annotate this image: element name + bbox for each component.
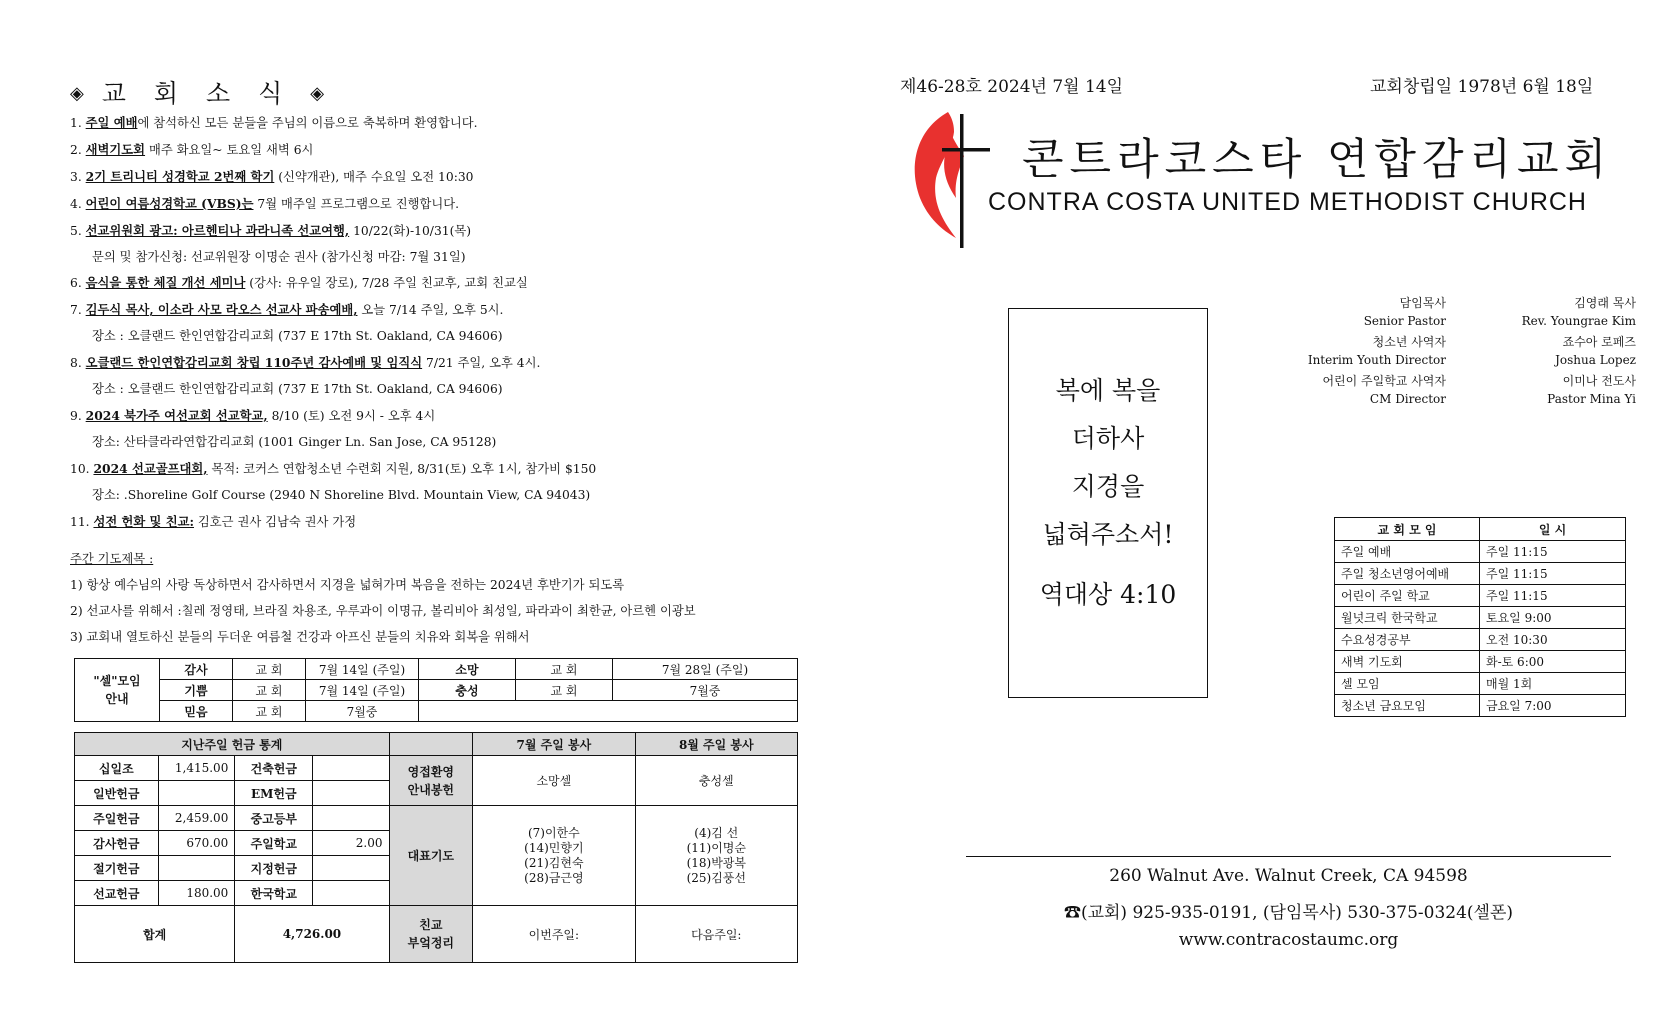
- schedule-time: 주일 11:15: [1480, 541, 1626, 563]
- total-label: 합계: [75, 906, 235, 963]
- cell-group-table: [74, 658, 798, 722]
- greet-aug: 충성셀: [635, 756, 797, 806]
- offering-label: 주일학교: [235, 831, 313, 856]
- schedule-event: 셀 모임: [1335, 673, 1480, 695]
- offering-value: 2,459.00: [158, 806, 235, 831]
- news-item-detail: 장소 : 오클랜드 한인연합감리교회 (737 E 17th St. Oakland, CA 94606): [92, 329, 503, 344]
- staff-role: CM Director: [1369, 392, 1446, 406]
- news-item-text: (신약개관), 매주 수요일 오전 10:30: [274, 169, 474, 184]
- offering-value: 1,415.00: [158, 756, 235, 781]
- news-item-number: 9.: [70, 408, 86, 423]
- staff-name: 김영래 목사: [1574, 296, 1636, 310]
- news-item-heading: 2024 선교골프대회,: [93, 460, 208, 476]
- cell-group-header: "셀"모임 안내: [75, 659, 160, 722]
- founded-date: 교회창립일 1978년 6월 18일: [1370, 77, 1594, 97]
- cell-date: 7월 28일 (주일): [613, 659, 798, 680]
- schedule-table: [1334, 517, 1626, 717]
- greet-july: 소망셀: [473, 756, 635, 806]
- offering-label: 건축헌금: [235, 756, 313, 781]
- fellowship-this-week: 이번주일:: [473, 906, 635, 963]
- offering-value: [313, 756, 389, 781]
- schedule-row: [1335, 695, 1626, 717]
- diamond-icon: ◈: [310, 83, 325, 104]
- fellowship-label: 친교 부엌정리: [389, 906, 473, 963]
- church-name-korean: 콘트라코스타 연합감리교회: [1022, 135, 1613, 185]
- news-item-heading: 성전 헌화 및 친교:: [93, 513, 195, 529]
- news-item: [70, 270, 800, 297]
- news-item-heading: 2기 트리니티 성경학교 2번째 학기: [85, 168, 275, 184]
- cell-place: 교 회: [233, 680, 306, 701]
- staff-role: 담임목사: [1399, 296, 1446, 310]
- cell-place: 교 회: [233, 701, 306, 722]
- schedule-event: 주일 예배: [1335, 541, 1480, 563]
- schedule-head-event: 교 회 모 임: [1335, 518, 1480, 541]
- cell-place: 교 회: [516, 659, 613, 680]
- offering-table: [74, 732, 798, 963]
- cell-name: 소망: [419, 659, 516, 680]
- news-item: [70, 164, 800, 191]
- schedule-row: [1335, 563, 1626, 585]
- news-item-number: 5.: [70, 223, 86, 238]
- offering-value: [313, 781, 389, 806]
- fellowship-next-week: 다음주일:: [635, 906, 797, 963]
- offering-value: [313, 806, 389, 831]
- offering-value: [313, 856, 389, 881]
- news-item-heading: 주일 예배: [85, 115, 138, 130]
- schedule-event: 월넛크릭 한국학교: [1335, 607, 1480, 629]
- schedule-event: 새벽 기도회: [1335, 651, 1480, 673]
- offering-label: 중고등부: [235, 806, 313, 831]
- offering-label: 감사헌금: [75, 831, 159, 856]
- news-item: [70, 110, 800, 137]
- schedule-event: 주일 청소년영어예배: [1335, 563, 1480, 585]
- news-item-text: 에 참석하신 모든 분들을 주님의 이름으로 축복하며 환영합니다.: [137, 116, 478, 130]
- staff-name: Pastor Mina Yi: [1547, 392, 1636, 406]
- news-list: [70, 110, 800, 536]
- news-title-text: 교 회 소 식: [101, 79, 293, 108]
- news-item-text: 목적: 코커스 연합청소년 수련회 지원, 8/31(토) 오후 1시, 참가비 $150: [207, 461, 597, 476]
- staff-name: Joshua Lopez: [1555, 353, 1636, 367]
- offering-value: 180.00: [158, 881, 235, 906]
- website-link[interactable]: www.contracostaumc.org: [1178, 930, 1399, 950]
- news-item: [70, 456, 800, 483]
- staff-name: 이미나 전도사: [1562, 374, 1636, 388]
- prayer-leader-label: 대표기도: [389, 806, 473, 906]
- news-item-heading: 김두식 목사, 이소라 사모 라오스 선교사 파송예배,: [85, 302, 358, 318]
- cell-name: 감사: [160, 659, 233, 680]
- schedule-row: [1335, 673, 1626, 695]
- news-item-number: 4.: [70, 196, 86, 211]
- schedule-row: [1335, 607, 1626, 629]
- staff-role: 어린이 주일학교 사역자: [1322, 374, 1446, 388]
- staff-name: Rev. Youngrae Kim: [1521, 314, 1636, 328]
- schedule-row: [1335, 629, 1626, 651]
- cross-flame-logo: [906, 106, 994, 248]
- total-value: 4,726.00: [235, 906, 389, 963]
- news-item-text: 7/21 주일, 오후 4시.: [422, 356, 541, 371]
- news-item-detail: 장소 : 오클랜드 한인연합감리교회 (737 E 17th St. Oakland, CA 94606): [92, 382, 503, 397]
- news-item-number: 3.: [70, 169, 86, 184]
- staff-roles: [1270, 294, 1446, 408]
- schedule-event: 수요성경공부: [1335, 629, 1480, 651]
- verse-line: 지경을: [1071, 472, 1145, 501]
- news-item-heading: 새벽기도회: [85, 141, 146, 157]
- staff-role: Senior Pastor: [1363, 314, 1446, 328]
- cell-date: 7월 14일 (주일): [306, 680, 419, 701]
- schedule-time: 화-토 6:00: [1480, 651, 1626, 673]
- verse-box: [1008, 308, 1208, 698]
- prayer-item: 3) 교회내 열토하신 분들의 두더운 여름철 건강과 아프신 분들의 치유와 회복을 위해서: [70, 630, 530, 644]
- news-item-number: 7.: [70, 303, 86, 318]
- offering-label: EM헌금: [235, 781, 313, 806]
- news-item-text: 8/10 (토) 오전 9시 - 오후 4시: [267, 408, 436, 423]
- prayer-july: (7)이한수 (14)민향기 (21)김현숙 (28)금근영: [473, 806, 635, 906]
- cell-place: 교 회: [516, 680, 613, 701]
- schedule-time: 오전 10:30: [1480, 629, 1626, 651]
- cell-name: 기쁨: [160, 680, 233, 701]
- news-item-detail: 장소: 산타클라라연합감리교회 (1001 Ginger Ln. San Jose, CA 95128): [92, 434, 497, 449]
- offering-title: 지난주일 헌금 통계: [75, 733, 390, 756]
- news-item: [70, 137, 800, 164]
- news-item-number: 8.: [70, 356, 86, 371]
- news-item-number: 2.: [70, 142, 86, 157]
- schedule-time: 매월 1회: [1480, 673, 1626, 695]
- diamond-icon: ◈: [70, 83, 84, 104]
- offering-label: 절기헌금: [75, 856, 159, 881]
- news-item-heading: 선교위원회 광고: 아르헨티나 과라니족 선교여행,: [85, 222, 350, 238]
- address-phone: ☎(교회) 925-935-0191, (담임목사) 530-375-0324(셀폰): [1063, 903, 1514, 923]
- news-item-text: 김호근 권사 김남숙 권사 가정: [194, 514, 357, 529]
- address-street: 260 Walnut Ave. Walnut Creek, CA 94598: [1109, 866, 1468, 886]
- cell-date: 7월중: [306, 701, 419, 722]
- schedule-time: 토요일 9:00: [1480, 607, 1626, 629]
- verse-line: 넓혀주소서!: [1042, 520, 1174, 549]
- schedule-row: [1335, 541, 1626, 563]
- offering-label: 선교헌금: [75, 881, 159, 906]
- news-item-detail: 장소: .Shoreline Golf Course (2940 N Shoreline Blvd. Mountain View, CA 94043): [92, 487, 591, 502]
- church-name-english: CONTRA COSTA UNITED METHODIST CHURCH: [988, 188, 1587, 216]
- news-item-heading: 오클랜드 한인연합감리교회 창립 110주년 감사예배 및 임직식: [85, 355, 423, 371]
- news-item-text: (강사: 유우일 장로), 7/28 주일 친교후, 교회 친교실: [245, 276, 528, 291]
- offering-value: [158, 856, 235, 881]
- prayer-aug: (4)김 선 (11)이명순 (18)박광복 (25)김풍선: [635, 806, 797, 906]
- staff-name: 죠수아 로페즈: [1562, 335, 1636, 349]
- news-item-text: 오늘 7/14 주일, 오후 5시.: [357, 303, 504, 318]
- schedule-time: 주일 11:15: [1480, 585, 1626, 607]
- schedule-time: 금요일 7:00: [1480, 695, 1626, 717]
- news-item-heading: 2024 북가주 여선교회 선교학교,: [85, 407, 268, 423]
- news-item-text: 7월 매주일 프로그램으로 진행합니다.: [253, 196, 460, 211]
- staff-role: 청소년 사역자: [1372, 335, 1446, 349]
- news-item-detail: 문의 및 참가신청: 선교위원장 이명순 권사 (참가신청 마감: 7월 31일): [92, 249, 466, 264]
- offering-value: [158, 781, 235, 806]
- news-item-number: 6.: [70, 276, 86, 291]
- news-item: [70, 218, 800, 245]
- verse-line: 복에 복을: [1055, 376, 1161, 405]
- offering-label: 주일헌금: [75, 806, 159, 831]
- cell-name: 충성: [419, 680, 516, 701]
- news-item-number: 1.: [70, 116, 86, 130]
- prayer-item: 1) 항상 예수님의 사랑 독상하면서 감사하면서 지경을 넓혀가며 복음을 전하는 2024년 후반기가 되도록: [70, 578, 625, 592]
- offering-value: 2.00: [313, 831, 389, 856]
- offering-value: [313, 881, 389, 906]
- aug-service-header: 8월 주일 봉사: [635, 733, 797, 756]
- cell-place: 교 회: [233, 659, 306, 680]
- staff-names: [1470, 294, 1636, 408]
- schedule-row: [1335, 651, 1626, 673]
- schedule-body: [1335, 541, 1626, 717]
- news-item: [70, 297, 800, 324]
- issue-info: 제46-28호 2024년 7월 14일: [900, 77, 1124, 97]
- greet-label: 영접환영 안내봉헌: [389, 756, 473, 806]
- schedule-time: 주일 11:15: [1480, 563, 1626, 585]
- news-item-text: 매주 화요일~ 토요일 새벽 6시: [145, 142, 314, 157]
- news-item-text: 10/22(화)-10/31(목): [349, 223, 472, 238]
- cell-date: 7월 14일 (주일): [306, 659, 419, 680]
- prayer-title: 주간 기도제목 :: [70, 552, 154, 566]
- news-item: [70, 403, 800, 430]
- offering-label: 한국학교: [235, 881, 313, 906]
- offering-label: 일반헌금: [75, 781, 159, 806]
- offering-value: 670.00: [158, 831, 235, 856]
- prayer-section: [70, 546, 800, 650]
- cell-name: 믿음: [160, 701, 233, 722]
- schedule-head-time: 일 시: [1480, 518, 1626, 541]
- news-item: [70, 509, 800, 536]
- cell-date: 7월중: [613, 680, 798, 701]
- prayer-item: 2) 선교사를 위해서 :칠레 정영태, 브라질 차용조, 우루과이 이명규, 볼리비아 최성일, 파라과이 최한균, 아르헨 이광보: [70, 604, 696, 618]
- schedule-event: 어린이 주일 학교: [1335, 585, 1480, 607]
- empty-cell: [419, 701, 798, 722]
- staff-role: Interim Youth Director: [1307, 353, 1446, 367]
- news-item-number: 11.: [70, 514, 94, 529]
- offering-label: 지정헌금: [235, 856, 313, 881]
- news-title: [70, 74, 324, 110]
- divider: [966, 856, 1611, 857]
- verse-line: 더하사: [1071, 424, 1145, 453]
- news-item-heading: 음식을 통한 체질 개선 세미나: [85, 275, 246, 291]
- offering-label: 십일조: [75, 756, 159, 781]
- news-item: [70, 350, 800, 377]
- news-item-heading: 어린이 여름성경학교 (VBS)는: [85, 195, 254, 211]
- blank-header: [389, 733, 473, 756]
- news-item: [70, 191, 800, 218]
- july-service-header: 7월 주일 봉사: [473, 733, 635, 756]
- schedule-row: [1335, 585, 1626, 607]
- schedule-event: 청소년 금요모임: [1335, 695, 1480, 717]
- verse-reference: 역대상 4:10: [1039, 580, 1177, 609]
- news-item-number: 10.: [70, 461, 94, 476]
